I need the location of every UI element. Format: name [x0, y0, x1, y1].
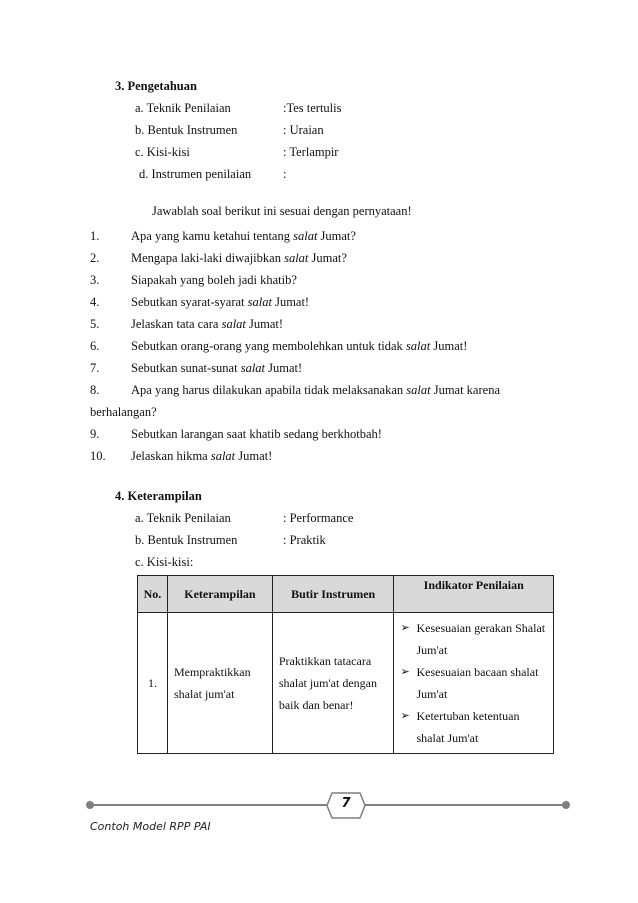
- question-emphasis: salat: [221, 317, 246, 331]
- item-label: b. Bentuk Instrumen: [135, 123, 238, 137]
- page-number-badge: [326, 792, 366, 819]
- header-indikator-penilaian: Indikator Penilaian: [394, 576, 554, 613]
- question-text: [131, 383, 500, 398]
- question-emphasis: salat: [293, 229, 318, 243]
- kisi-kisi-table: [137, 575, 554, 754]
- question-text: [131, 295, 309, 310]
- header-keterampilan: Keterampilan: [167, 576, 272, 613]
- question-text-part: Jumat!: [245, 317, 284, 331]
- table-header-row: [138, 576, 554, 613]
- question-emphasis: salat: [284, 251, 309, 265]
- question-text-part: Sebutkan larangan saat khatib sedang berkhotbah!: [131, 427, 382, 441]
- question-number: 10.: [90, 449, 106, 463]
- question-number: 5.: [90, 317, 100, 331]
- question-text-part: Jelaskan tata cara: [131, 317, 222, 331]
- item-label: d. Instrumen penilaian: [139, 167, 252, 181]
- item-label: c. Kisi-kisi:: [135, 555, 194, 569]
- table-row: [138, 613, 554, 754]
- arrow-bullet-icon: ➢: [400, 709, 410, 722]
- item-label: a. Teknik Penilaian: [135, 511, 231, 525]
- question-text-part: Jumat!: [271, 295, 310, 309]
- arrow-bullet-icon: ➢: [400, 665, 410, 678]
- question-text-part: Sebutkan orang-orang yang membolehkan untuk tidak: [131, 339, 406, 353]
- page-number: 7: [341, 796, 351, 811]
- question-number: 8.: [90, 383, 100, 397]
- indicator-text: Kesesuaian bacaan shalat Jum'at: [416, 665, 539, 701]
- question-emphasis: salat: [406, 383, 431, 397]
- question-emphasis: salat: [240, 361, 266, 375]
- cell-indicators: [394, 613, 554, 754]
- question-number: 2.: [90, 251, 100, 265]
- question-text: [131, 229, 356, 244]
- item-label: b. Bentuk Instrumen: [135, 533, 238, 547]
- question-text-part: Sebutkan syarat-syarat: [131, 295, 248, 309]
- indicator-item: [400, 617, 547, 661]
- footer-divider-right-dot: [562, 801, 570, 809]
- question-text-part: Jumat?: [308, 251, 347, 265]
- footer-text: Contoh Model RPP PAI: [90, 820, 211, 833]
- item-value: :Tes tertulis: [283, 101, 342, 115]
- question-8-continuation: berhalangan?: [90, 405, 157, 419]
- question-text: [131, 449, 272, 464]
- item-value: : Praktik: [283, 533, 326, 547]
- indicator-text: Kesesuaian gerakan Shalat Jum'at: [416, 621, 546, 657]
- question-text-part: Jumat?: [317, 229, 356, 243]
- question-text: [131, 317, 283, 332]
- item-value: : Terlampir: [283, 145, 339, 159]
- arrow-bullet-icon: ➢: [400, 621, 410, 634]
- question-number: 4.: [90, 295, 100, 309]
- question-text: [131, 361, 302, 376]
- question-text-part: Apa yang kamu ketahui tentang: [131, 229, 294, 243]
- question-text: [131, 273, 297, 288]
- item-value: :: [283, 167, 287, 181]
- question-emphasis: salat: [247, 295, 272, 309]
- item-value: : Uraian: [283, 123, 324, 137]
- question-text-part: Jumat karena: [430, 383, 500, 397]
- question-number: 9.: [90, 427, 100, 441]
- header-no: No.: [138, 576, 168, 613]
- question-text-part: Apa yang harus dilakukan apabila tidak melaksanakan: [131, 383, 407, 397]
- indicator-text: Ketertuban ketentuan shalat Jum'at: [416, 709, 520, 745]
- question-emphasis: salat: [210, 449, 236, 463]
- question-text-part: Jelaskan hikma: [131, 449, 211, 463]
- question-text-part: Sebutkan sunat-sunat: [131, 361, 241, 375]
- question-text: [131, 427, 382, 442]
- section-3-heading: 3. Pengetahuan: [115, 79, 197, 93]
- question-number: 6.: [90, 339, 100, 353]
- instruction-text: Jawablah soal berikut ini sesuai dengan pernyataan!: [152, 204, 412, 218]
- question-text-part: Jumat!: [265, 361, 303, 375]
- question-number: 3.: [90, 273, 100, 287]
- section-4-heading: 4. Keterampilan: [115, 489, 202, 503]
- question-text-part: Siapakah yang boleh jadi khatib?: [131, 273, 297, 287]
- question-text: [131, 251, 347, 266]
- question-text-part: Jumat!: [235, 449, 273, 463]
- question-text-part: Jumat!: [430, 339, 468, 353]
- question-text-part: Mengapa laki-laki diwajibkan: [131, 251, 285, 265]
- question-number: 7.: [90, 361, 100, 375]
- question-number: 1.: [90, 229, 100, 243]
- indicator-item: [400, 661, 547, 705]
- question-emphasis: salat: [405, 339, 431, 353]
- item-value: : Performance: [283, 511, 354, 525]
- item-label: a. Teknik Penilaian: [135, 101, 231, 115]
- cell-skill: Mempraktikkan shalat jum'at: [167, 613, 272, 754]
- cell-no: 1.: [138, 613, 168, 754]
- question-text: [131, 339, 467, 354]
- header-butir-instrumen: Butir Instrumen: [272, 576, 394, 613]
- footer-divider-left-dot: [86, 801, 94, 809]
- cell-instrument: Praktikkan tatacara shalat jum'at dengan baik dan benar!: [272, 613, 394, 754]
- item-label: c. Kisi-kisi: [135, 145, 190, 159]
- indicator-item: [400, 705, 547, 749]
